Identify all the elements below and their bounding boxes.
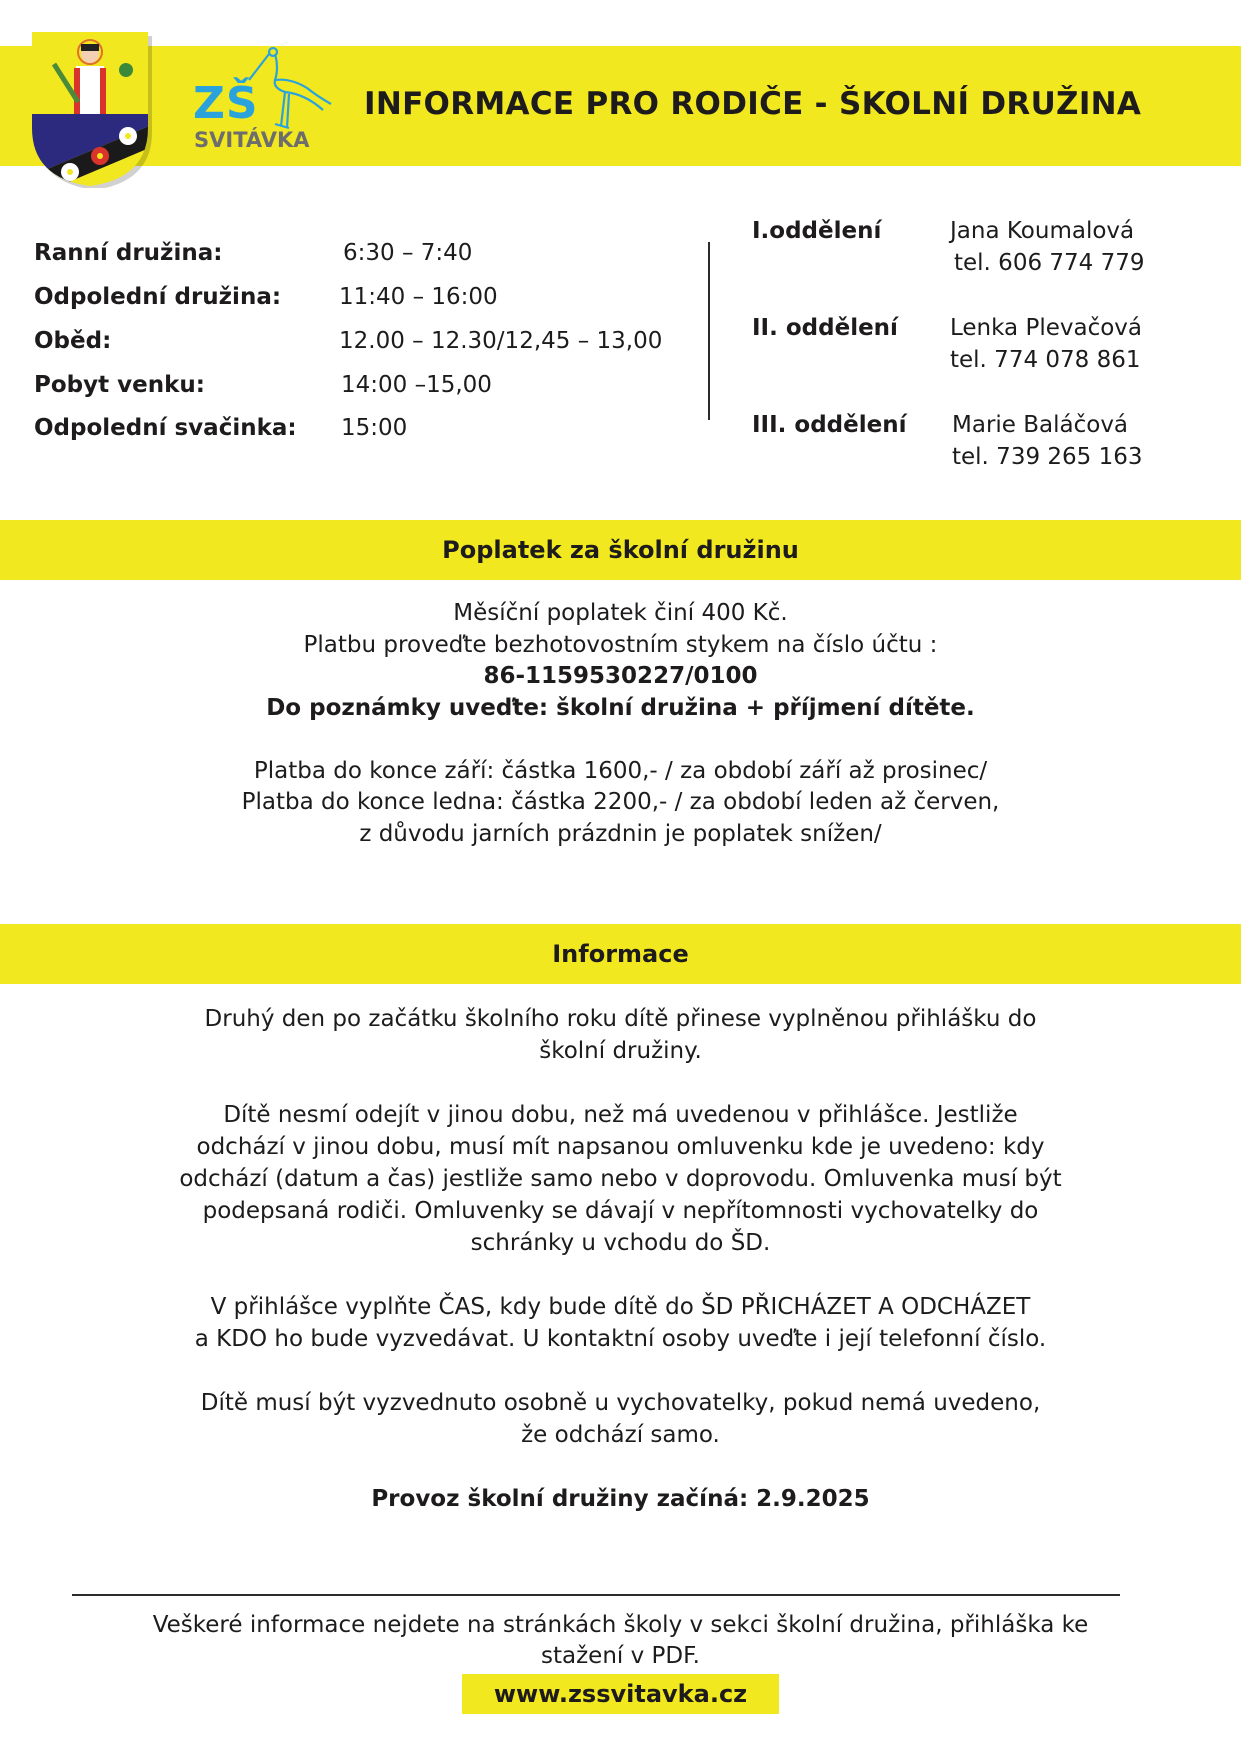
schedule-value: 14:00 –15,00 <box>341 372 492 398</box>
footer-line: stažení v PDF. <box>541 1643 700 1669</box>
schedule-label: Ranní družina: <box>34 240 223 266</box>
fee-section-heading <box>0 520 1241 580</box>
info-paragraph: školní družiny. <box>539 1038 702 1064</box>
info-paragraph: odchází v jinou dobu, musí mít napsanou omluvenku kde je uvedeno: kdy <box>196 1134 1045 1160</box>
schedule-label: Oběd: <box>34 328 112 354</box>
info-paragraph: podepsaná rodiči. Omluvenky se dávají v nepřítomnosti vychovatelky do <box>202 1198 1039 1224</box>
fee-details <box>60 598 1181 850</box>
department-teacher: Lenka Plevačová <box>950 315 1142 341</box>
schedule-label: Pobyt venku: <box>34 372 205 398</box>
payment-term-2: Platba do konce ledna: částka 2200,- / za období leden až červen, <box>241 789 1000 815</box>
school-logo-subtext: SVITÁVKA <box>194 128 310 152</box>
department-teacher: Marie Baláčová <box>952 412 1129 438</box>
payment-note: Do poznámky uveďte: školní družina + příjmení dítěte. <box>266 694 975 721</box>
info-paragraph: Dítě nesmí odejít v jinou dobu, než má uvedenou v přihlášce. Jestliže <box>223 1102 1018 1128</box>
department-label: II. oddělení <box>752 315 898 341</box>
footer-line: Veškeré informace nejdete na stránkách školy v sekci školní družina, přihláška ke <box>152 1612 1089 1638</box>
department-label: I.oddělení <box>752 218 882 244</box>
schedule-value: 11:40 – 16:00 <box>339 284 498 310</box>
school-logo-text: ZŠ <box>193 78 259 129</box>
info-section-heading <box>0 924 1241 984</box>
info-paragraph: a KDO ho bude vyzvedávat. U kontaktní osoby uveďte i její telefonní číslo. <box>194 1326 1047 1352</box>
fee-heading-text: Poplatek za školní družinu <box>442 536 799 564</box>
footer-divider <box>72 1594 1120 1596</box>
info-details <box>60 1003 1181 1515</box>
department-phone: tel. 606 774 779 <box>954 250 1145 276</box>
info-heading-text: Informace <box>552 940 689 968</box>
schedule-label: Odpolední družina: <box>34 284 282 310</box>
department-phone: tel. 774 078 861 <box>950 347 1141 373</box>
coat-of-arms-logo <box>26 28 154 188</box>
info-paragraph: Druhý den po začátku školního roku dítě přinese vyplněnou přihlášku do <box>204 1006 1037 1032</box>
fee-payment-method: Platbu proveďte bezhotovostním stykem na číslo účtu : <box>303 631 938 658</box>
department-phone: tel. 739 265 163 <box>952 444 1143 470</box>
footer-text <box>40 1610 1201 1672</box>
info-paragraph: schránky u vchodu do ŠD. <box>470 1230 771 1256</box>
start-date: Provoz školní družiny začíná: 2.9.2025 <box>371 1486 870 1512</box>
payment-term-3: z důvodu jarních prázdnin je poplatek snížen/ <box>359 820 882 847</box>
info-paragraph: že odchází samo. <box>521 1422 720 1448</box>
website-link[interactable] <box>462 1674 779 1714</box>
bank-account: 86-1159530227/0100 <box>483 663 758 689</box>
schedule-value: 6:30 – 7:40 <box>343 240 473 266</box>
schedule-value: 15:00 <box>341 415 408 441</box>
payment-term-1: Platba do konce září: částka 1600,- / za období září až prosinec/ <box>253 757 988 784</box>
schedule-value: 12.00 – 12.30/12,45 – 13,00 <box>339 328 663 354</box>
website-url[interactable]: www.zssvitavka.cz <box>493 1680 748 1708</box>
info-paragraph: V přihlášce vyplňte ČAS, kdy bude dítě do ŠD PŘICHÁZET A ODCHÁZET <box>210 1294 1031 1320</box>
info-paragraph: Dítě musí být vyzvednuto osobně u vychovatelky, pokud nemá uvedeno, <box>200 1390 1041 1416</box>
fee-monthly: Měsíční poplatek činí 400 Kč. <box>453 600 788 626</box>
department-label: III. oddělení <box>752 412 907 438</box>
stork-icon <box>245 44 335 134</box>
info-paragraph: odchází (datum a čas) jestliže samo nebo v doprovodu. Omluvenka musí být <box>179 1166 1062 1192</box>
department-teacher: Jana Koumalová <box>950 218 1135 244</box>
vertical-divider <box>708 242 710 420</box>
schedule-label: Odpolední svačinka: <box>34 415 297 441</box>
page-title: INFORMACE PRO RODIČE - ŠKOLNÍ DRUŽINA <box>364 86 1142 122</box>
